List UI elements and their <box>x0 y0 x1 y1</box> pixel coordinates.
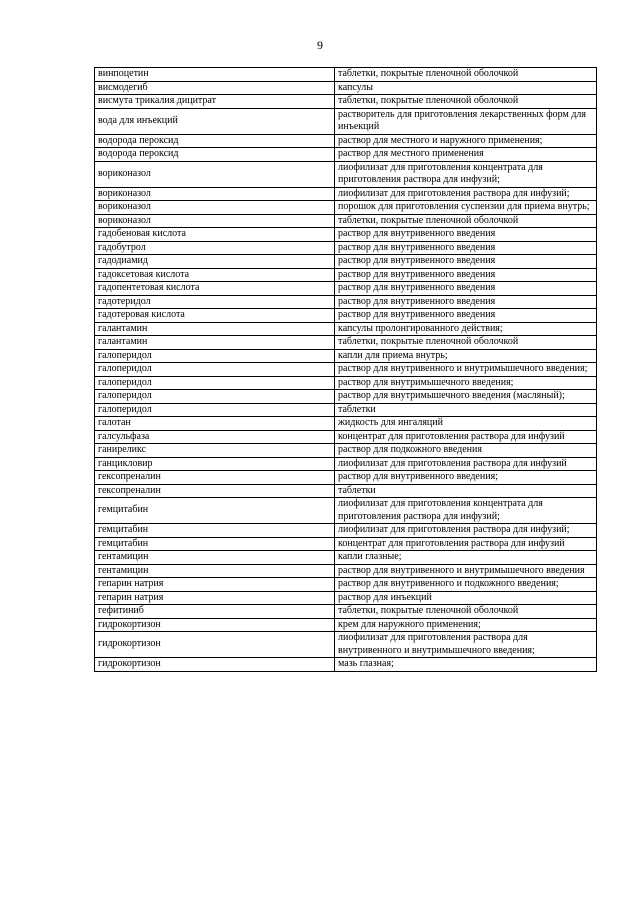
table-row <box>95 228 597 242</box>
drug-name-cell: ганиреликс <box>95 444 335 458</box>
drug-name-cell: гепарин натрия <box>95 591 335 605</box>
table-body <box>95 68 597 672</box>
dosage-form-cell: таблетки <box>335 484 597 498</box>
drug-name-cell: гексопреналин <box>95 471 335 485</box>
dosage-form-cell: концентрат для приготовления раствора для инфузий <box>335 537 597 551</box>
table-row <box>95 417 597 431</box>
dosage-form-cell: раствор для подкожного введения <box>335 444 597 458</box>
drug-name-cell: гадобутрол <box>95 241 335 255</box>
drug-name-cell: галантамин <box>95 336 335 350</box>
drug-name-cell: гефитиниб <box>95 605 335 619</box>
table-row <box>95 524 597 538</box>
drug-name-cell: гемцитабин <box>95 498 335 524</box>
drug-name-cell: вориконазол <box>95 187 335 201</box>
dosage-form-cell: таблетки <box>335 403 597 417</box>
table-row <box>95 484 597 498</box>
table-row <box>95 403 597 417</box>
dosage-form-cell: раствор для местного и наружного применения; <box>335 134 597 148</box>
dosage-form-cell: таблетки, покрытые пленочной оболочкой <box>335 95 597 109</box>
drug-name-cell: гидрокортизон <box>95 658 335 672</box>
dosage-form-cell: концентрат для приготовления раствора для инфузий <box>335 430 597 444</box>
dosage-form-cell: таблетки, покрытые пленочной оболочкой <box>335 605 597 619</box>
dosage-form-cell: лиофилизат для приготовления раствора для инфузий; <box>335 524 597 538</box>
table-row <box>95 618 597 632</box>
drug-name-cell: вориконазол <box>95 161 335 187</box>
table-row <box>95 187 597 201</box>
drug-name-cell: гексопреналин <box>95 484 335 498</box>
table-row <box>95 322 597 336</box>
dosage-form-cell: раствор для внутривенного введения <box>335 228 597 242</box>
table-row <box>95 537 597 551</box>
drug-name-cell: водорода пероксид <box>95 148 335 162</box>
dosage-form-cell: раствор для внутримышечного введения (масляный); <box>335 390 597 404</box>
table-row <box>95 471 597 485</box>
dosage-form-cell: растворитель для приготовления лекарственных форм для инъекций <box>335 108 597 134</box>
dosage-form-cell: лиофилизат для приготовления раствора для инфузий <box>335 457 597 471</box>
table-row <box>95 498 597 524</box>
drug-name-cell: вода для инъекций <box>95 108 335 134</box>
dosage-form-cell: лиофилизат для приготовления концентрата для приготовления раствора для инфузий; <box>335 161 597 187</box>
table-row <box>95 268 597 282</box>
table-row <box>95 214 597 228</box>
drug-name-cell: гадопентетовая кислота <box>95 282 335 296</box>
dosage-form-cell: жидкость для ингаляций <box>335 417 597 431</box>
drug-name-cell: галоперидол <box>95 349 335 363</box>
dosage-form-cell: раствор для внутривенного и подкожного введения; <box>335 578 597 592</box>
table-row <box>95 564 597 578</box>
dosage-form-cell: капсулы пролонгированного действия; <box>335 322 597 336</box>
table-row <box>95 241 597 255</box>
table-row <box>95 201 597 215</box>
table-row <box>95 363 597 377</box>
drug-name-cell: галантамин <box>95 322 335 336</box>
drug-name-cell: гадотеридол <box>95 295 335 309</box>
table-row <box>95 551 597 565</box>
dosage-form-cell: таблетки, покрытые пленочной оболочкой <box>335 68 597 82</box>
dosage-form-cell: раствор для внутривенного и внутримышечного введения <box>335 564 597 578</box>
drug-name-cell: гадодиамид <box>95 255 335 269</box>
dosage-form-cell: раствор для внутривенного введения <box>335 255 597 269</box>
table-row <box>95 68 597 82</box>
drug-name-cell: гадобеновая кислота <box>95 228 335 242</box>
table-row <box>95 134 597 148</box>
dosage-form-cell: крем для наружного применения; <box>335 618 597 632</box>
drug-table <box>94 67 597 672</box>
drug-name-cell: вориконазол <box>95 214 335 228</box>
drug-name-cell: гадотеровая кислота <box>95 309 335 323</box>
table-row <box>95 95 597 109</box>
table-row <box>95 255 597 269</box>
drug-name-cell: галоперидол <box>95 390 335 404</box>
table-row <box>95 295 597 309</box>
table-row <box>95 161 597 187</box>
table-row <box>95 457 597 471</box>
dosage-form-cell: раствор для внутривенного введения <box>335 309 597 323</box>
drug-name-cell: гентамицин <box>95 551 335 565</box>
dosage-form-cell: таблетки, покрытые пленочной оболочкой <box>335 214 597 228</box>
dosage-form-cell: мазь глазная; <box>335 658 597 672</box>
drug-name-cell: гемцитабин <box>95 537 335 551</box>
drug-name-cell: гидрокортизон <box>95 618 335 632</box>
table-row <box>95 336 597 350</box>
dosage-form-cell: таблетки, покрытые пленочной оболочкой <box>335 336 597 350</box>
dosage-form-cell: раствор для внутривенного введения <box>335 268 597 282</box>
dosage-form-cell: раствор для внутривенного введения; <box>335 471 597 485</box>
table-row <box>95 632 597 658</box>
drug-name-cell: гепарин натрия <box>95 578 335 592</box>
drug-name-cell: гентамицин <box>95 564 335 578</box>
dosage-form-cell: раствор для внутримышечного введения; <box>335 376 597 390</box>
dosage-form-cell: лиофилизат для приготовления концентрата для приготовления раствора для инфузий; <box>335 498 597 524</box>
table-row <box>95 605 597 619</box>
dosage-form-cell: капсулы <box>335 81 597 95</box>
table-row <box>95 658 597 672</box>
table-row <box>95 148 597 162</box>
page-number: 9 <box>317 38 323 52</box>
table-row <box>95 444 597 458</box>
table-row <box>95 282 597 296</box>
table-row <box>95 309 597 323</box>
dosage-form-cell: капли для приема внутрь; <box>335 349 597 363</box>
drug-name-cell: гидрокортизон <box>95 632 335 658</box>
drug-name-cell: винпоцетин <box>95 68 335 82</box>
dosage-form-cell: раствор для внутривенного и внутримышечного введения; <box>335 363 597 377</box>
table-row <box>95 591 597 605</box>
drug-name-cell: ганцикловир <box>95 457 335 471</box>
table-row <box>95 349 597 363</box>
drug-name-cell: галсульфаза <box>95 430 335 444</box>
drug-name-cell: галоперидол <box>95 403 335 417</box>
drug-name-cell: висмодегиб <box>95 81 335 95</box>
drug-name-cell: галоперидол <box>95 363 335 377</box>
table-row <box>95 376 597 390</box>
dosage-form-cell: раствор для внутривенного введения <box>335 295 597 309</box>
dosage-form-cell: лиофилизат для приготовления раствора для инфузий; <box>335 187 597 201</box>
drug-name-cell: водорода пероксид <box>95 134 335 148</box>
dosage-form-cell: раствор для внутривенного введения <box>335 241 597 255</box>
dosage-form-cell: раствор для местного применения <box>335 148 597 162</box>
drug-name-cell: вориконазол <box>95 201 335 215</box>
drug-name-cell: гадоксетовая кислота <box>95 268 335 282</box>
drug-name-cell: гемцитабин <box>95 524 335 538</box>
table-row <box>95 81 597 95</box>
table-row <box>95 430 597 444</box>
dosage-form-cell: раствор для внутривенного введения <box>335 282 597 296</box>
drug-name-cell: галотан <box>95 417 335 431</box>
dosage-form-cell: капли глазные; <box>335 551 597 565</box>
table-row <box>95 578 597 592</box>
dosage-form-cell: порошок для приготовления суспензии для приема внутрь; <box>335 201 597 215</box>
table-row <box>95 108 597 134</box>
drug-name-cell: галоперидол <box>95 376 335 390</box>
drug-name-cell: висмута трикалия дицитрат <box>95 95 335 109</box>
dosage-form-cell: раствор для инъекций <box>335 591 597 605</box>
table-row <box>95 390 597 404</box>
dosage-form-cell: лиофилизат для приготовления раствора для внутривенного и внутримышечного введения; <box>335 632 597 658</box>
